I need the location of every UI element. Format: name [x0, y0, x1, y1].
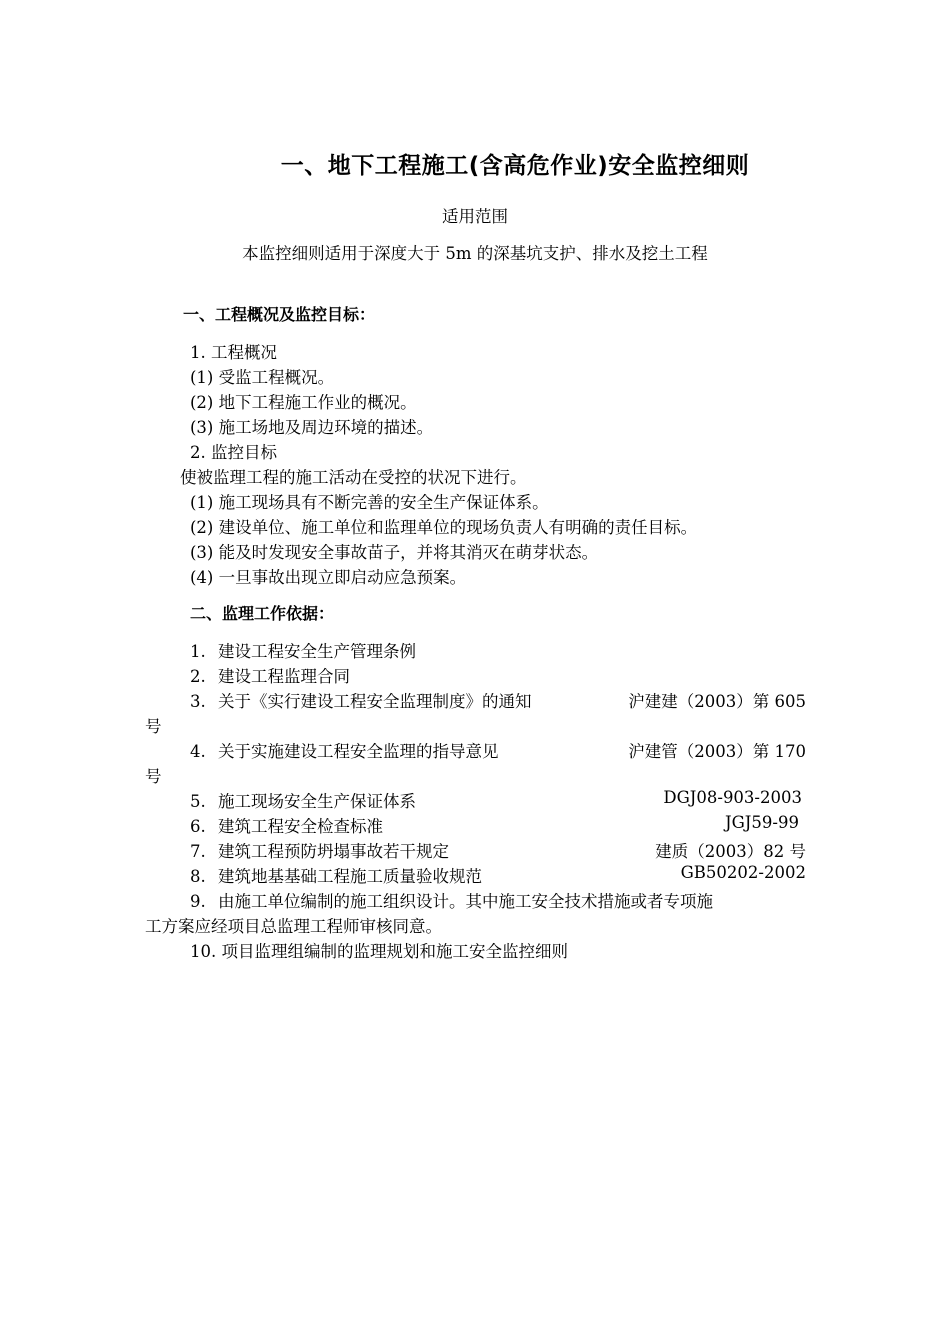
basis-ref-5: DGJ08-903-2003 — [663, 788, 802, 807]
basis-item-3 — [190, 688, 532, 712]
page-title: 一、地下工程施工(含高危作业)安全监控细则 — [280, 153, 750, 179]
basis-num: 5. — [190, 792, 206, 811]
basis-item-10 — [190, 938, 568, 962]
basis-ref-7: 建质（2003）82 号 — [655, 842, 806, 861]
goal-sub-1: (1) 施工现场具有不断完善的安全生产保证体系。 — [190, 493, 549, 512]
basis-text: 由施工单位编制的施工组织设计。其中施工安全技术措施或者专项施 — [218, 892, 713, 911]
basis-text: 关于实施建设工程安全监理的指导意见 — [218, 742, 499, 761]
basis-wrap-3: 号 — [145, 717, 162, 736]
overview-sub-2: (2) 地下工程施工作业的概况。 — [190, 393, 417, 412]
basis-ref-6: JGJ59-99 — [725, 813, 799, 832]
basis-num: 2. — [190, 667, 206, 686]
goal-sub-2: (2) 建设单位、施工单位和监理单位的现场负责人有明确的责任目标。 — [190, 518, 698, 537]
basis-text: 建筑地基基础工程施工质量验收规范 — [218, 867, 482, 886]
section2-heading: 二、监理工作依据： — [190, 604, 335, 623]
basis-num: 7. — [190, 842, 206, 861]
basis-num: 6. — [190, 817, 206, 836]
basis-ref-4: 沪建管（2003）第 170 — [628, 742, 806, 761]
basis-item-4 — [190, 738, 499, 762]
basis-num: 4. — [190, 742, 206, 761]
basis-text: 建设工程安全生产管理条例 — [218, 642, 416, 661]
basis-num: 9. — [190, 892, 206, 911]
basis-text: 关于《实行建设工程安全监理制度》的通知 — [218, 692, 532, 711]
basis-text: 建设工程监理合同 — [218, 667, 350, 686]
goal-sub-4: (4) 一旦事故出现立即启动应急预案。 — [190, 568, 467, 587]
scope-text: 本监控细则适用于深度大于 5m 的深基坑支护、排水及挖土工程 — [242, 244, 708, 263]
overview-sub-3: (3) 施工场地及周边环境的描述。 — [190, 418, 434, 437]
goal-item: 2. 监控目标 — [190, 443, 277, 462]
basis-wrap-9: 工方案应经项目总监理工程师审核同意。 — [145, 917, 442, 936]
goal-intro: 使被监理工程的施工活动在受控的状况下进行。 — [180, 468, 527, 487]
overview-sub-1: (1) 受监工程概况。 — [190, 368, 335, 387]
basis-item-9 — [190, 888, 713, 912]
basis-text: 建筑工程预防坍塌事故若干规定 — [218, 842, 449, 861]
goal-sub-3: (3) 能及时发现安全事故苗子，并将其消灭在萌芽状态。 — [190, 543, 599, 562]
basis-item-5 — [190, 788, 416, 812]
basis-text: 项目监理组编制的监理规划和施工安全监控细则 — [221, 942, 568, 961]
basis-text: 建筑工程安全检查标准 — [218, 817, 383, 836]
basis-item-8 — [190, 863, 482, 887]
basis-item-7 — [190, 838, 449, 862]
basis-ref-8: GB50202-2002 — [680, 863, 806, 882]
overview-item: 1. 工程概况 — [190, 343, 277, 362]
basis-item-2 — [190, 663, 350, 687]
basis-wrap-4: 号 — [145, 767, 162, 786]
basis-ref-3: 沪建建（2003）第 605 — [628, 692, 806, 711]
section1-heading: 一、工程概况及监控目标： — [183, 305, 376, 324]
scope-label: 适用范围 — [442, 207, 508, 226]
basis-num: 10. — [190, 942, 217, 961]
basis-num: 8. — [190, 867, 206, 886]
basis-text: 施工现场安全生产保证体系 — [218, 792, 416, 811]
basis-item-6 — [190, 813, 383, 837]
basis-num: 1. — [190, 642, 206, 661]
basis-item-1 — [190, 638, 416, 662]
basis-num: 3. — [190, 692, 206, 711]
